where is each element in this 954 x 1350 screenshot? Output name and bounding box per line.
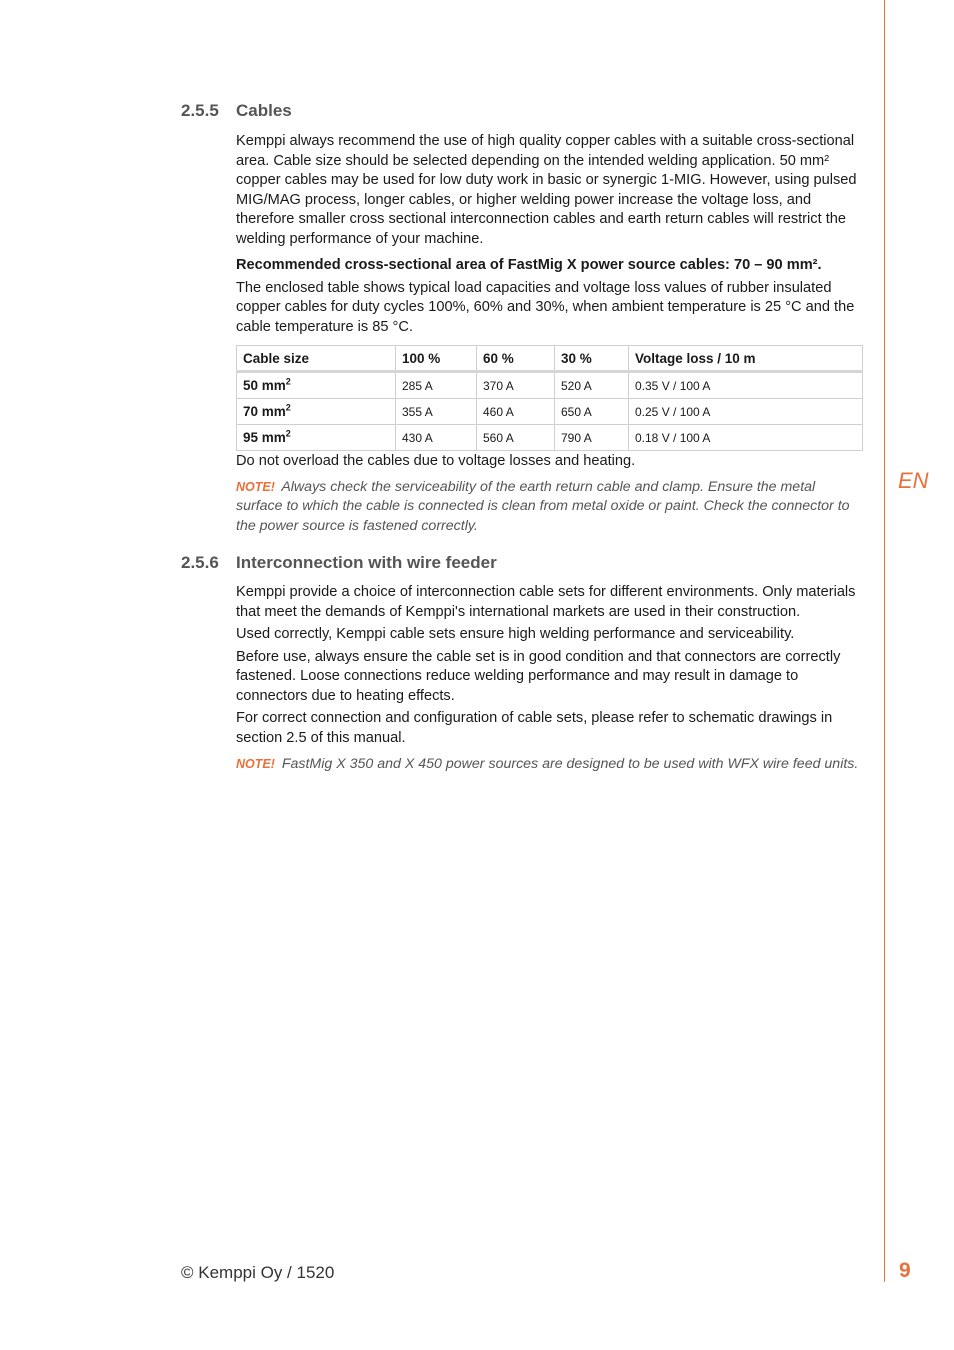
cell-60: 560 A [477,425,555,451]
cable-capacity-table [236,345,863,451]
table-row [237,425,863,451]
interconnection-content [236,583,862,780]
cables-intro [236,132,862,342]
section-heading-interconnection [181,553,497,573]
note-tag: NOTE! [236,757,275,771]
cell-cable-size: 95 $mm^2$ [237,425,396,451]
language-tab: EN [898,468,929,493]
cables-paragraph: Kemppi always recommend the use of high quality copper cables with a suitable cross-sectional area. Cable size should be selected depending on the intended welding application. 50 mm² copper cables may be used for low duty work in basic or synergic 1-MIG. However, using pulsed MIG/MAG process, longer cables, or higher welding power increase the voltage loss, and therefore smaller cross sectional interconnection cables and earth return cables will restrict the welding performance of your machine. [236,133,857,247]
note-text: Always check the serviceability of the earth return cable and clamp. Ensure the metal surface to which the cable is connected is clean from metal oxide or paint. Check the connector to the power source is fastened correctly. [236,478,850,534]
footer-copyright: © Kemppi Oy / 1520 [181,1263,335,1282]
cell-30: 650 A [555,399,629,425]
interconnection-paragraph: Used correctly, Kemppi cable sets ensure high welding performance and serviceability. [236,626,795,642]
cell-30: 790 A [555,425,629,451]
section-number: 2.5.6 [181,553,219,572]
cell-100: 355 A [396,399,477,425]
note-text: FastMig X 350 and X 450 power sources are designed to be used with WFX wire feed units. [281,756,859,772]
cell-cable-size: 50 $mm^2$ [237,372,396,399]
cell-30: 520 A [555,372,629,399]
note-tag: NOTE! [236,479,275,494]
header-60: 60 % [477,346,555,372]
interconnection-paragraph: Kemppi provide a choice of interconnection cable sets for different environments. Only materials that meet the demands of Kemppi's international markets are used in their construction. [236,584,856,620]
interconnection-paragraph: Before use, always ensure the cable set is in good condition and that connectors are correctly fastened. Loose connections reduce welding performance and may result in damage to connectors due to heating effects. [236,648,841,704]
header-100: 100 % [396,346,477,372]
table-description: The enclosed table shows typical load capacities and voltage loss values of rubber insulated copper cables for duty cycles 100%, 60% and 30%, when ambient temperature is 25 °C and the cable temperature is 85 °C. [236,279,855,335]
cell-60: 370 A [477,372,555,399]
interconnection-paragraph: For correct connection and configuration of cable sets, please refer to schematic drawings in section 2.5 of this manual. [236,710,833,746]
page-number: 9 [899,1259,911,1282]
recommended-area: Recommended cross-sectional area of FastMig X power source cables: 70 – 90 mm². [236,257,822,273]
header-30: 30 % [555,346,629,372]
table-row [237,372,863,399]
section-title: Cables [236,101,292,120]
section-heading-cables [181,101,292,121]
cell-voltage-loss: 0.35 V / 100 A [629,372,863,399]
cell-cable-size: 70 $mm^2$ [237,399,396,425]
side-rule [884,0,885,1282]
cell-voltage-loss: 0.18 V / 100 A [629,425,863,451]
section-title: Interconnection with wire feeder [236,553,497,572]
note-block [236,478,862,537]
header-voltage-loss: Voltage loss / 10 m [629,346,863,372]
header-cable-size: Cable size [237,346,396,372]
cables-after-table [236,452,862,541]
cell-60: 460 A [477,399,555,425]
cell-100: 285 A [396,372,477,399]
overload-warning: Do not overload the cables due to voltage losses and heating. [236,453,636,469]
table-header-row [237,346,863,372]
cell-100: 430 A [396,425,477,451]
section-number: 2.5.5 [181,101,219,120]
table-row [237,399,863,425]
note-block [236,755,862,775]
cell-voltage-loss: 0.25 V / 100 A [629,399,863,425]
